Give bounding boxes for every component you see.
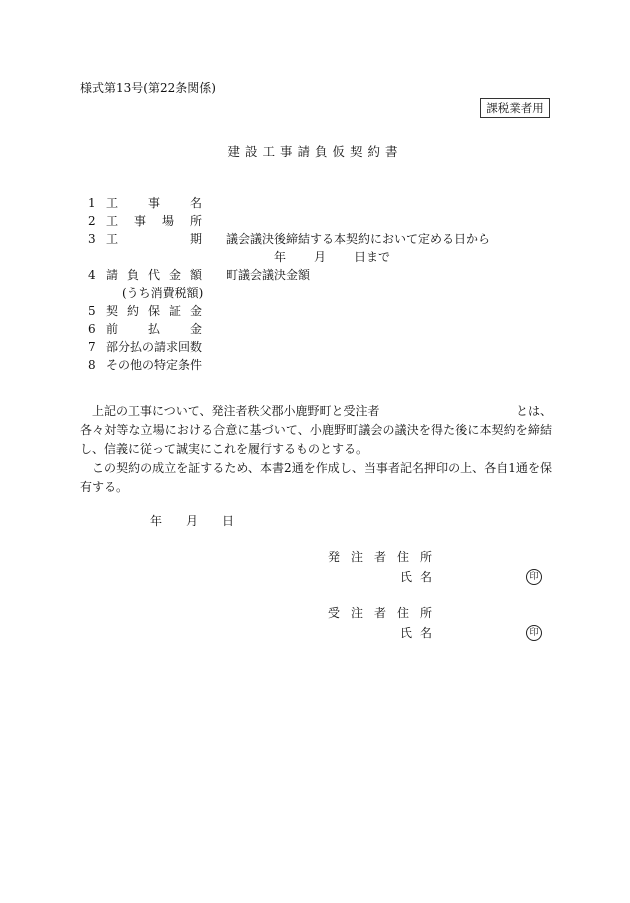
tax-note-line: (うち消費税額) <box>122 286 204 300</box>
item-2: 2 工 事 場 所 <box>88 214 202 228</box>
orderer-address: 発 注 者 住 所 <box>328 550 432 564</box>
item-7: 7 部分払の請求回数 <box>88 340 203 354</box>
form-number: 様式第13号(第22条関係) <box>80 81 216 95</box>
term-start: 議会議決後締結する本契約において定める日から <box>226 232 491 246</box>
contract-items <box>88 196 548 376</box>
contract-amount: 町議会議決金額 <box>226 268 311 282</box>
item-6: 6 前 払 金 <box>88 322 202 336</box>
contractor-block <box>328 606 550 646</box>
term-end-line: 年 月 日まで <box>274 250 391 264</box>
body-line-1: 上記の工事について、発注者秩父郡小鹿野町と受注者 とは、 <box>92 404 552 418</box>
body-paragraph-1: 各々対等な立場における合意に基づいて、小鹿野町議会の議決を得た後に本契約を締結し、信義に従って誠実にこれを履行するものとする。 <box>80 423 552 456</box>
item-4: 4 請 負 代 金 額 町議会議決金額 <box>88 268 311 282</box>
document-title: 建設工事請負仮契約書 <box>227 144 403 159</box>
orderer-block <box>328 550 550 590</box>
contract-body <box>80 402 552 497</box>
taxpayer-box: 課税業者用 <box>480 98 550 118</box>
item-1: 1 工 事 名 <box>88 196 202 210</box>
contract-date: 年 月 日 <box>150 514 235 528</box>
contractor-name: 氏 名 印 <box>328 626 550 646</box>
seal-mark: 印 <box>526 625 542 641</box>
orderer-name: 氏 名 印 <box>328 570 550 590</box>
item-3: 3 工 期 議会議決後締結する本契約において定める日から <box>88 232 491 246</box>
item-5: 5 契 約 保 証 金 <box>88 304 202 318</box>
seal-mark: 印 <box>526 569 542 585</box>
body-paragraph-2: この契約の成立を証するため、本書2通を作成し、当事者記名押印の上、各自1通を保有する。 <box>80 461 552 494</box>
item-8: 8 その他の特定条件 <box>88 358 203 372</box>
contractor-address: 受 注 者 住 所 <box>328 606 432 620</box>
